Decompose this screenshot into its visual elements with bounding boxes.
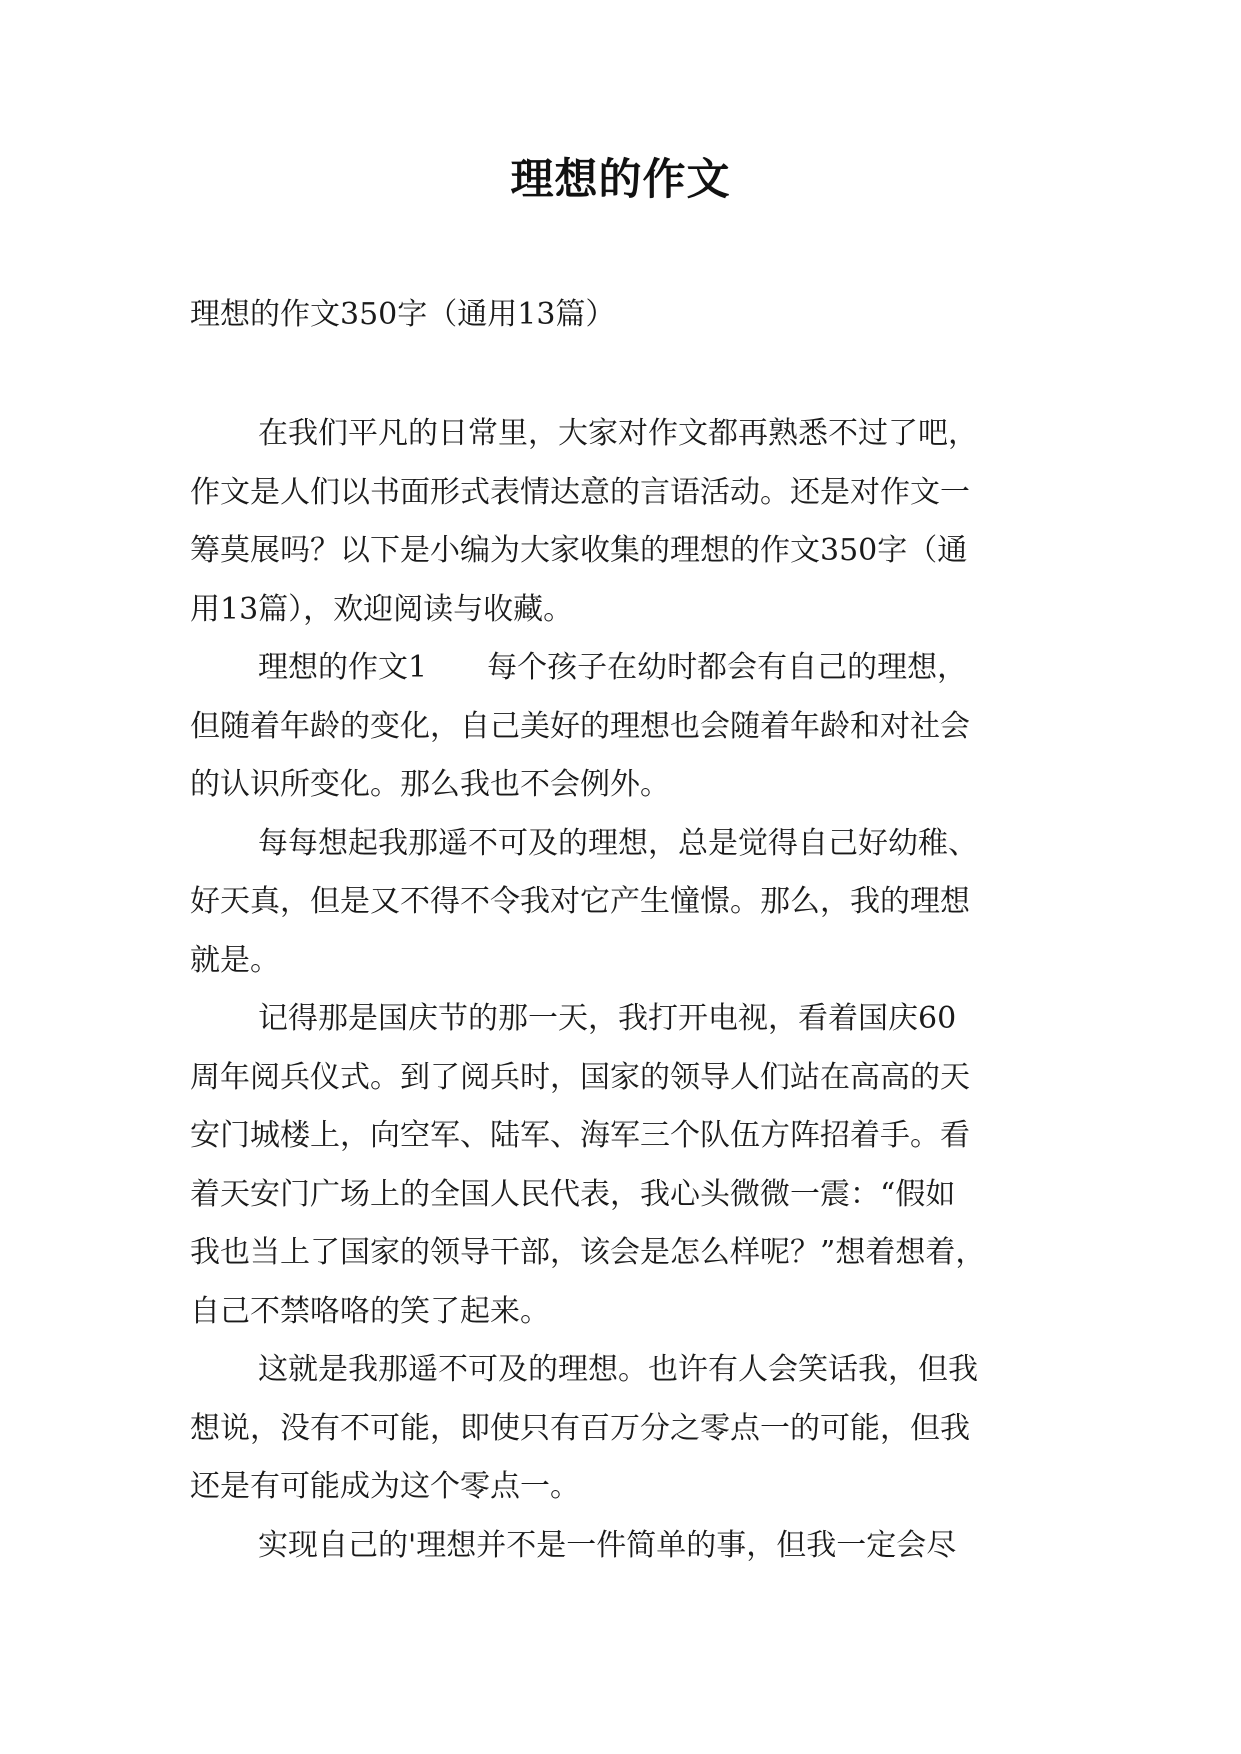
paragraph-line: 我也当上了国家的领导干部，该会是怎么样呢？”想着想着， <box>190 1235 986 1270</box>
paragraph-line: 实现自己的'理想并不是一件简单的事，但我一定会尽 <box>258 1527 957 1563</box>
paragraph-line: 就是。 <box>190 942 280 978</box>
document-title: 理想的作文 <box>510 155 731 205</box>
paragraph-line: 这就是我那遥不可及的理想。也许有人会笑话我，但我 <box>258 1352 978 1387</box>
paragraph-line: 在我们平凡的日常里，大家对作文都再熟悉不过了吧， <box>258 416 978 451</box>
paragraph-line: 安门城楼上，向空军、陆军、海军三个队伍方阵招着手。看 <box>190 1118 970 1153</box>
paragraph-national-day <box>190 990 1070 1341</box>
paragraph-line: 理想的作文1 每个孩子在幼时都会有自己的理想， <box>258 650 968 685</box>
paragraph-dream <box>190 815 1070 991</box>
paragraph-line: 筹莫展吗？以下是小编为大家收集的理想的作文350字（通 <box>190 533 968 568</box>
paragraph-line: 周年阅兵仪式。到了阅兵时，国家的领导人们站在高高的天 <box>190 1059 970 1095</box>
paragraph-line: 着天安门广场上的全国人民代表，我心头微微一震：“假如 <box>190 1176 956 1212</box>
paragraph-possibility <box>190 1341 1070 1517</box>
paragraph-line: 每每想起我那遥不可及的理想，总是觉得自己好幼稚、 <box>258 825 978 861</box>
paragraph-line: 作文是人们以书面形式表情达意的言语活动。还是对作文一 <box>190 474 970 510</box>
paragraph-line: 用13篇），欢迎阅读与收藏。 <box>190 591 574 627</box>
paragraph-line: 自己不禁咯咯的笑了起来。 <box>190 1293 550 1329</box>
document-body <box>190 405 1070 1575</box>
paragraph-line: 想说，没有不可能，即使只有百万分之零点一的可能，但我 <box>190 1410 970 1446</box>
paragraph-intro <box>190 405 1070 639</box>
paragraph-essay-1-opening <box>190 639 1070 815</box>
paragraph-line: 但随着年龄的变化，自己美好的理想也会随着年龄和对社会 <box>190 708 970 744</box>
paragraph-line: 还是有可能成为这个零点一。 <box>190 1469 580 1504</box>
paragraph-line: 好天真，但是又不得不令我对它产生憧憬。那么，我的理想 <box>190 884 970 919</box>
document-subtitle: 理想的作文350字（通用13篇） <box>190 297 616 332</box>
paragraph-line: 的认识所变化。那么我也不会例外。 <box>190 767 670 802</box>
paragraph-line: 记得那是国庆节的那一天，我打开电视，看着国庆60 <box>258 1001 957 1036</box>
paragraph-realize <box>190 1517 1070 1576</box>
